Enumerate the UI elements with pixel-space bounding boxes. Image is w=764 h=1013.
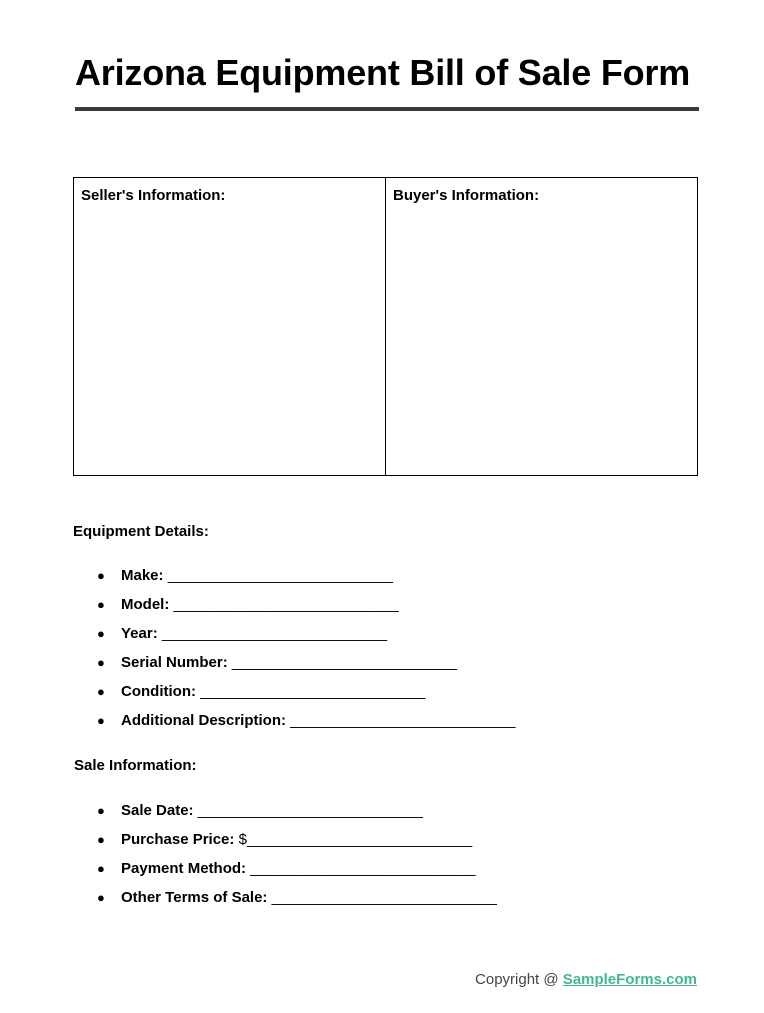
equipment-field-additional-description (97, 711, 515, 740)
condition-blank[interactable]: ___________________________ (195, 683, 426, 700)
equipment-field-model (97, 595, 515, 624)
buyer-info-cell[interactable] (385, 178, 697, 475)
equipment-field-year (97, 624, 515, 653)
party-info-table (73, 177, 698, 476)
sale-information-heading: Sale Information: (74, 757, 197, 774)
bullet-icon: ● (97, 861, 105, 876)
field-label: Other Terms of Sale: (121, 889, 268, 906)
equipment-field-serial-number (97, 653, 515, 682)
sale-field-purchase-price (97, 830, 497, 859)
bullet-icon: ● (97, 803, 105, 818)
seller-info-cell[interactable] (74, 178, 385, 475)
field-label: Purchase Price: (121, 831, 235, 848)
field-label: Payment Method: (121, 860, 247, 877)
sale-field-date (97, 801, 497, 830)
sale-field-other-terms (97, 888, 497, 917)
year-blank[interactable]: ___________________________ (157, 625, 388, 642)
make-blank[interactable]: ___________________________ (163, 567, 393, 584)
bullet-icon: ● (97, 568, 105, 583)
purchase-price-blank[interactable]: $___________________________ (234, 831, 473, 848)
bullet-icon: ● (97, 626, 105, 641)
bullet-icon: ● (97, 597, 105, 612)
sale-date-blank[interactable]: ___________________________ (193, 802, 423, 819)
sale-field-payment-method (97, 859, 497, 888)
sale-fields-list (97, 801, 497, 917)
other-terms-blank[interactable]: ___________________________ (267, 889, 497, 906)
bullet-icon: ● (97, 713, 105, 728)
model-blank[interactable]: ___________________________ (169, 596, 399, 613)
field-label: Sale Date: (121, 802, 194, 819)
bullet-icon: ● (97, 655, 105, 670)
field-label: Year: (121, 625, 158, 642)
additional-description-blank[interactable]: ___________________________ (286, 712, 516, 729)
equipment-details-heading: Equipment Details: (73, 523, 209, 540)
field-label: Serial Number: (121, 654, 228, 671)
bullet-icon: ● (97, 832, 105, 847)
title-divider (75, 107, 699, 111)
seller-info-label: Seller's Information: (81, 187, 226, 204)
bullet-icon: ● (97, 890, 105, 905)
equipment-fields-list (97, 566, 515, 740)
equipment-field-make (97, 566, 515, 595)
page-title: Arizona Equipment Bill of Sale Form (75, 52, 691, 93)
field-label: Model: (121, 596, 170, 613)
field-label: Additional Description: (121, 712, 286, 729)
bullet-icon: ● (97, 684, 105, 699)
payment-method-blank[interactable]: ___________________________ (246, 860, 476, 877)
field-label: Condition: (121, 683, 196, 700)
equipment-field-condition (97, 682, 515, 711)
copyright-footer (475, 971, 697, 988)
buyer-info-label: Buyer's Information: (393, 187, 540, 204)
field-label: Make: (121, 567, 164, 584)
brand-link[interactable]: SampleForms.com (562, 971, 697, 988)
serial-number-blank[interactable]: ___________________________ (227, 654, 458, 671)
copyright-text: Copyright @ (475, 971, 563, 988)
